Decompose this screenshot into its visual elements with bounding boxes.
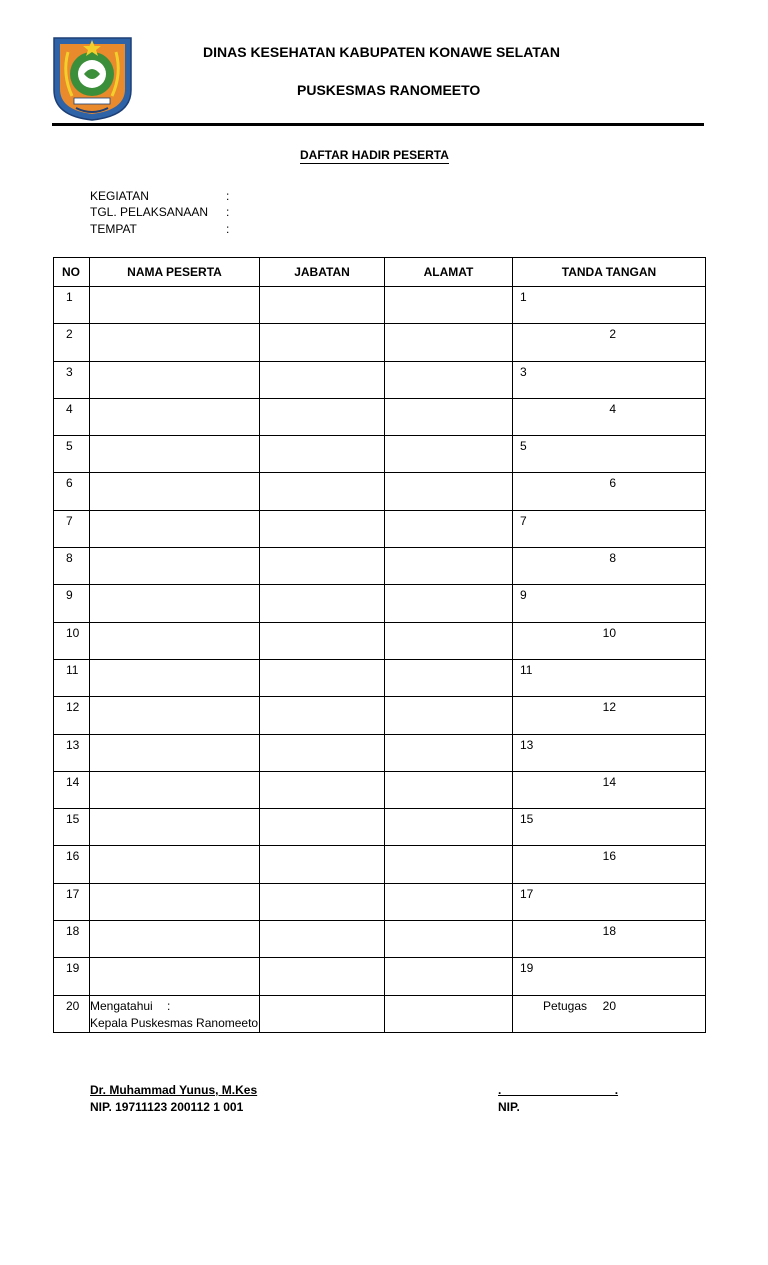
signature-cell[interactable] <box>513 436 706 473</box>
address-cell[interactable] <box>385 324 513 361</box>
row-number: 4 <box>54 398 90 435</box>
signature-cell[interactable] <box>513 659 706 696</box>
position-cell[interactable] <box>260 659 385 696</box>
signature-cell[interactable] <box>513 958 706 995</box>
position-cell[interactable] <box>260 771 385 808</box>
signature-number: 15 <box>520 812 534 827</box>
table-row <box>54 548 706 585</box>
name-cell[interactable] <box>90 585 260 622</box>
name-cell[interactable] <box>90 324 260 361</box>
row-number: 3 <box>54 361 90 398</box>
position-cell[interactable] <box>260 883 385 920</box>
header-clinic-name: PUSKESMAS RANOMEETO <box>297 82 481 98</box>
footer-officer-nip: NIP. <box>498 1100 520 1114</box>
footer-position: Kepala Puskesmas Ranomeeto <box>90 1016 259 1030</box>
address-cell[interactable] <box>385 958 513 995</box>
address-cell[interactable] <box>385 622 513 659</box>
column-header-nama: NAMA PESERTA <box>90 258 260 287</box>
address-cell[interactable] <box>385 883 513 920</box>
document-title: DAFTAR HADIR PESERTA <box>300 148 449 162</box>
signature-cell[interactable] <box>513 846 706 883</box>
address-cell[interactable] <box>385 809 513 846</box>
position-cell[interactable] <box>260 958 385 995</box>
position-cell[interactable] <box>260 921 385 958</box>
table-row <box>54 921 706 958</box>
row-number: 12 <box>54 697 90 734</box>
signature-cell[interactable] <box>513 585 706 622</box>
header-divider <box>52 123 704 126</box>
footer-officer-label: Petugas <box>543 999 588 1013</box>
table-row <box>54 846 706 883</box>
name-cell[interactable] <box>90 697 260 734</box>
address-cell[interactable] <box>385 473 513 510</box>
table-row <box>54 958 706 995</box>
row-number: 7 <box>54 510 90 547</box>
signature-number: 4 <box>609 401 616 416</box>
signature-cell[interactable] <box>513 622 706 659</box>
name-cell[interactable] <box>90 398 260 435</box>
position-cell[interactable] <box>260 548 385 585</box>
signature-number: 14 <box>602 774 616 789</box>
table-row <box>54 659 706 696</box>
position-cell[interactable] <box>260 436 385 473</box>
position-cell[interactable] <box>260 995 385 1032</box>
address-cell[interactable] <box>385 398 513 435</box>
signature-number: 12 <box>602 700 616 715</box>
address-cell[interactable] <box>385 921 513 958</box>
position-cell[interactable] <box>260 622 385 659</box>
signature-cell[interactable] <box>513 398 706 435</box>
signature-cell[interactable] <box>513 287 706 324</box>
column-header-no: NO <box>54 258 90 287</box>
info-colon: : <box>226 189 230 203</box>
name-cell[interactable] <box>90 473 260 510</box>
address-cell[interactable] <box>385 585 513 622</box>
name-cell[interactable] <box>90 958 260 995</box>
name-cell[interactable] <box>90 510 260 547</box>
address-cell[interactable] <box>385 734 513 771</box>
info-colon: : <box>226 205 230 219</box>
name-cell[interactable] <box>90 548 260 585</box>
address-cell[interactable] <box>385 659 513 696</box>
signature-cell[interactable] <box>513 771 706 808</box>
table-row <box>54 436 706 473</box>
row-number: 10 <box>54 622 90 659</box>
signature-cell[interactable] <box>513 883 706 920</box>
signature-number: 20 <box>602 998 616 1013</box>
footer-signatory-nip: NIP. 19711123 200112 1 001 <box>90 1100 244 1114</box>
address-cell[interactable] <box>385 995 513 1032</box>
position-cell[interactable] <box>260 734 385 771</box>
address-cell[interactable] <box>385 697 513 734</box>
table-row <box>54 697 706 734</box>
signature-number: 11 <box>520 662 533 677</box>
table-row <box>54 622 706 659</box>
address-cell[interactable] <box>385 436 513 473</box>
signature-cell[interactable] <box>513 734 706 771</box>
address-cell[interactable] <box>385 548 513 585</box>
signature-number: 13 <box>520 737 534 752</box>
signature-cell[interactable] <box>513 921 706 958</box>
info-label-tanggal: TGL. PELAKSANAAN <box>90 205 209 219</box>
name-cell[interactable] <box>90 921 260 958</box>
row-number: 1 <box>54 287 90 324</box>
signature-cell[interactable] <box>513 697 706 734</box>
row-number: 15 <box>54 809 90 846</box>
signature-number: 17 <box>520 886 534 901</box>
signature-number: 2 <box>609 327 616 342</box>
name-cell[interactable] <box>90 659 260 696</box>
table-row <box>54 883 706 920</box>
signature-number: 6 <box>609 476 616 491</box>
name-cell[interactable] <box>90 883 260 920</box>
name-cell[interactable] <box>90 771 260 808</box>
signature-cell[interactable] <box>513 361 706 398</box>
info-label-tempat: TEMPAT <box>90 222 137 236</box>
position-cell[interactable] <box>260 697 385 734</box>
row-number: 20 <box>54 995 90 1032</box>
name-cell[interactable] <box>90 846 260 883</box>
name-cell[interactable] <box>90 809 260 846</box>
address-cell[interactable] <box>385 287 513 324</box>
name-cell[interactable] <box>90 361 260 398</box>
footer-acknowledge-colon: : <box>167 999 171 1013</box>
table-row <box>54 361 706 398</box>
footer-acknowledge-label: Mengatahui <box>90 999 153 1013</box>
info-colon: : <box>226 222 230 236</box>
signature-number: 16 <box>602 849 616 864</box>
signature-cell[interactable] <box>513 548 706 585</box>
signature-number: 3 <box>520 364 527 379</box>
row-number: 8 <box>54 548 90 585</box>
name-cell[interactable] <box>90 436 260 473</box>
position-cell[interactable] <box>260 809 385 846</box>
row-number: 17 <box>54 883 90 920</box>
signature-number: 8 <box>609 551 616 566</box>
row-number: 13 <box>54 734 90 771</box>
table-row <box>54 287 706 324</box>
table-row <box>54 734 706 771</box>
table-header-row <box>54 258 706 287</box>
position-cell[interactable] <box>260 585 385 622</box>
signature-number: 10 <box>602 625 616 640</box>
signature-number: 18 <box>602 924 616 939</box>
address-cell[interactable] <box>385 846 513 883</box>
column-header-tanda-tangan: TANDA TANGAN <box>513 258 706 287</box>
regency-emblem-icon <box>50 34 135 122</box>
row-number: 9 <box>54 585 90 622</box>
table-row <box>54 398 706 435</box>
info-label-kegiatan: KEGIATAN <box>90 189 149 203</box>
name-cell[interactable] <box>90 287 260 324</box>
position-cell[interactable] <box>260 846 385 883</box>
signature-number: 9 <box>520 588 527 603</box>
row-number: 2 <box>54 324 90 361</box>
column-header-alamat: ALAMAT <box>385 258 513 287</box>
address-cell[interactable] <box>385 361 513 398</box>
row-number: 19 <box>54 958 90 995</box>
signature-number: 1 <box>520 290 527 304</box>
name-cell[interactable] <box>90 622 260 659</box>
signature-number: 19 <box>520 961 534 976</box>
address-cell[interactable] <box>385 771 513 808</box>
position-cell[interactable] <box>260 287 385 324</box>
column-header-jabatan: JABATAN <box>260 258 385 287</box>
signature-number: 5 <box>520 439 527 454</box>
row-number: 6 <box>54 473 90 510</box>
table-row <box>54 510 706 547</box>
position-cell[interactable] <box>260 324 385 361</box>
table-row <box>54 809 706 846</box>
signature-cell[interactable] <box>513 809 706 846</box>
row-number: 16 <box>54 846 90 883</box>
attendance-table <box>53 257 706 1033</box>
footer-officer-name-blank: . . <box>498 1083 619 1097</box>
row-number: 11 <box>54 659 90 696</box>
name-cell[interactable] <box>90 734 260 771</box>
position-cell[interactable] <box>260 473 385 510</box>
signature-cell[interactable] <box>513 995 706 1032</box>
position-cell[interactable] <box>260 510 385 547</box>
position-cell[interactable] <box>260 361 385 398</box>
signature-number: 7 <box>520 513 527 528</box>
table-row <box>54 771 706 808</box>
signature-cell[interactable] <box>513 473 706 510</box>
row-number: 18 <box>54 921 90 958</box>
row-number: 5 <box>54 436 90 473</box>
signature-cell[interactable] <box>513 324 706 361</box>
row-number: 14 <box>54 771 90 808</box>
table-row <box>54 585 706 622</box>
footer-signatory-name: Dr. Muhammad Yunus, M.Kes <box>90 1083 258 1097</box>
table-row <box>54 324 706 361</box>
position-cell[interactable] <box>260 398 385 435</box>
header-office-name: DINAS KESEHATAN KABUPATEN KONAWE SELATAN <box>203 44 560 60</box>
table-row <box>54 473 706 510</box>
signature-cell[interactable] <box>513 510 706 547</box>
address-cell[interactable] <box>385 510 513 547</box>
